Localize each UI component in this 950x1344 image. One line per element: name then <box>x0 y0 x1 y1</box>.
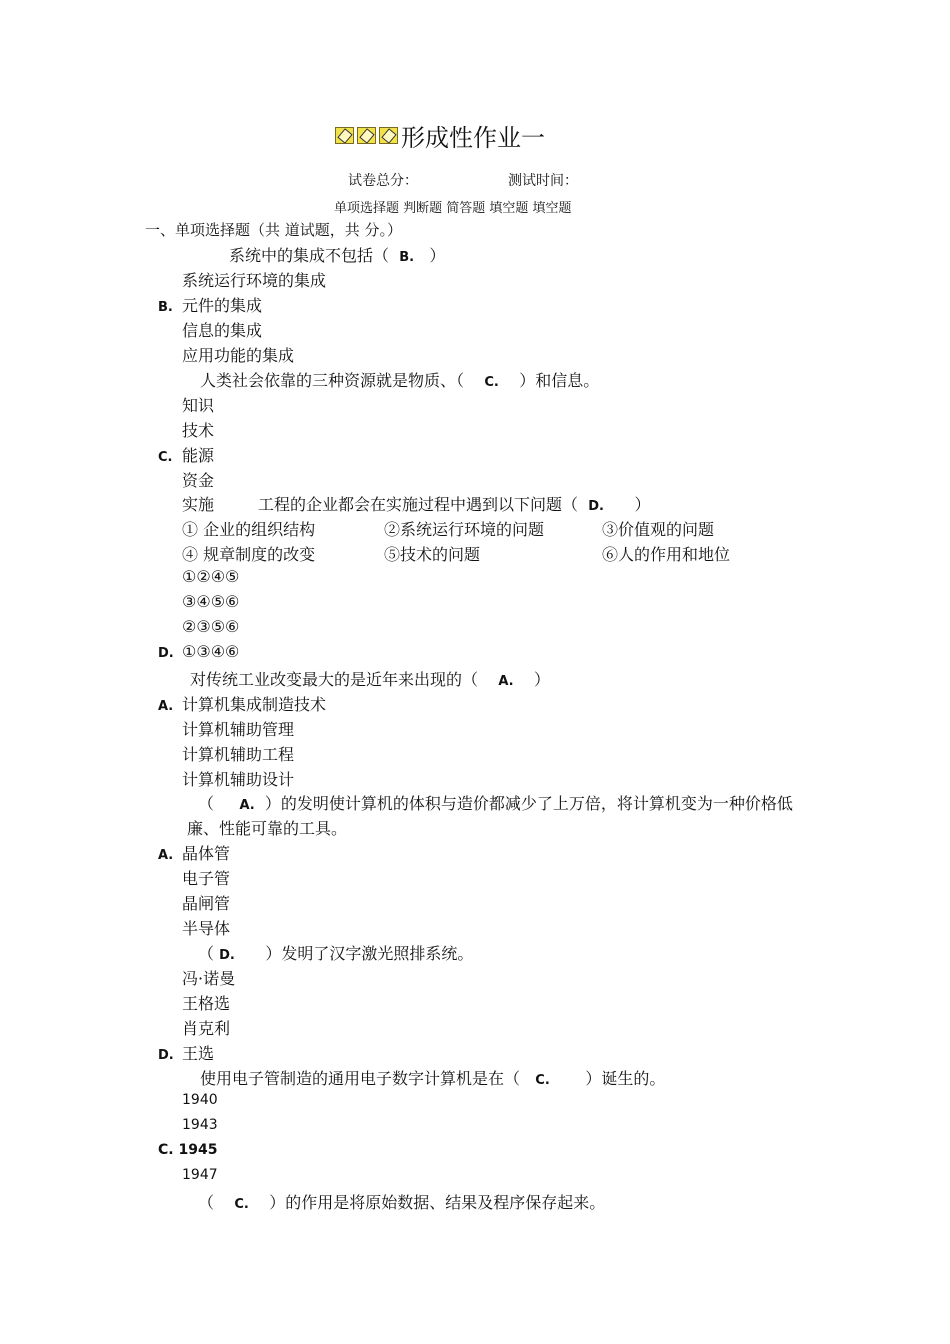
option: 半导体 <box>182 919 231 938</box>
option: 1943 <box>182 1117 218 1133</box>
page-title: 形成性作业一 <box>401 124 545 152</box>
option: 计算机辅助设计 <box>182 770 295 789</box>
option-correct: C. 1945 <box>158 1142 218 1158</box>
question-3: 实施 <box>182 495 215 514</box>
question-3-stem: 工程的企业都会在实施过程中遇到以下问题（ D. ） <box>258 495 651 514</box>
option-correct: D. ①③④⑥ <box>158 642 240 661</box>
option: 信息的集成 <box>182 321 263 340</box>
choice-item: ⑤技术的问题 <box>384 545 481 564</box>
answer: A. <box>239 798 255 813</box>
option: 冯·诺曼 <box>182 969 236 988</box>
choice-item: ④ 规章制度的改变 <box>182 545 316 564</box>
answer: B. <box>399 250 415 265</box>
test-time-label: 测试时间： <box>508 173 578 189</box>
answer: C. <box>484 375 499 390</box>
choice-item: ②系统运行环境的问题 <box>384 520 545 539</box>
answer: C. <box>535 1073 550 1088</box>
document-icon <box>335 127 354 144</box>
option: 资金 <box>182 471 215 490</box>
total-score-label: 试卷总分： <box>348 173 418 189</box>
question-2: 人类社会依靠的三种资源就是物质、（ C. ）和信息。 <box>200 371 600 390</box>
option: 肖克利 <box>182 1019 231 1038</box>
option: 晶闸管 <box>182 894 231 913</box>
choice-item: ① 企业的组织结构 <box>182 520 316 539</box>
option-correct: A. 晶体管 <box>158 844 231 863</box>
option: 技术 <box>182 421 215 440</box>
page-title-row <box>335 118 545 153</box>
option: 电子管 <box>182 869 231 888</box>
answer: A. <box>498 674 514 689</box>
option: ②③⑤⑥ <box>182 617 240 636</box>
choice-item: ③价值观的问题 <box>602 520 715 539</box>
option-correct: C. 能源 <box>158 446 215 465</box>
answer: C. <box>234 1197 249 1212</box>
option: 系统运行环境的集成 <box>182 271 327 290</box>
question-1: 系统中的集成不包括（ B. ） <box>229 246 446 265</box>
option: 知识 <box>182 396 215 415</box>
question-4: 对传统工业改变最大的是近年来出现的（ A. ） <box>190 670 550 689</box>
option-correct: B. 元件的集成 <box>158 296 263 315</box>
answer: D. <box>219 948 235 963</box>
option: ③④⑤⑥ <box>182 592 240 611</box>
document-icon <box>357 127 376 144</box>
answer: D. <box>588 499 604 514</box>
option: 王格选 <box>182 994 231 1013</box>
option: 计算机辅助工程 <box>182 745 295 764</box>
question-8: （ C. ）的作用是将原始数据、结果及程序保存起来。 <box>198 1193 606 1212</box>
option-correct: D. 王选 <box>158 1044 215 1063</box>
option-correct: A. 计算机集成制造技术 <box>158 695 327 714</box>
document-icon <box>379 127 398 144</box>
question-6: （ D. ）发明了汉字激光照排系统。 <box>198 944 474 963</box>
question-types: 单项选择题 判断题 简答题 填空题 填空题 <box>334 201 572 216</box>
section-heading: 一、单项选择题（共 道试题，共 分。） <box>145 221 403 239</box>
option: 计算机辅助管理 <box>182 720 295 739</box>
option: 应用功能的集成 <box>182 346 295 365</box>
question-7: 使用电子管制造的通用电子数字计算机是在（ C. ）诞生的。 <box>200 1069 666 1088</box>
option: 1940 <box>182 1092 218 1108</box>
question-5-cont: 廉、性能可靠的工具。 <box>187 819 348 838</box>
option: 1947 <box>182 1167 218 1183</box>
choice-item: ⑥人的作用和地位 <box>602 545 731 564</box>
option: ①②④⑤ <box>182 567 240 586</box>
question-5: （ A. ）的发明使计算机的体积与造价都减少了上万倍，将计算机变为一种价格低 <box>198 794 793 813</box>
